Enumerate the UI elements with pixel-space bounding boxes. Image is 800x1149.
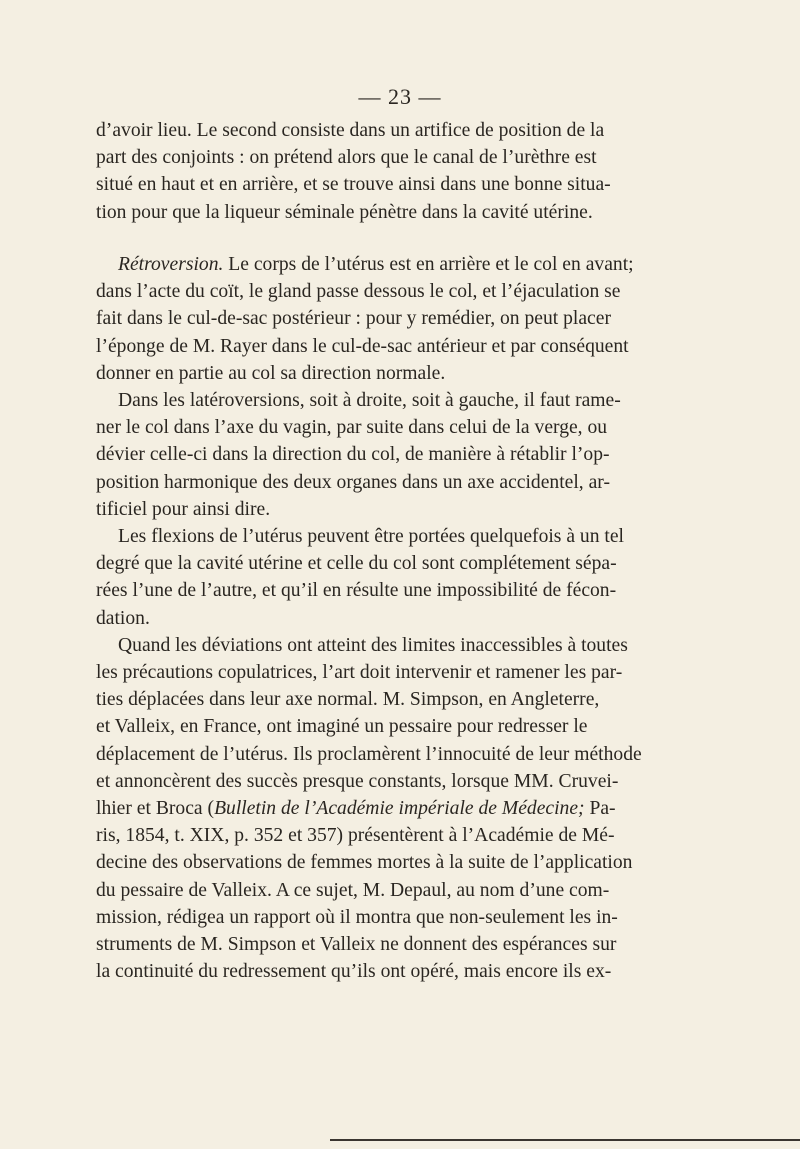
text-line: ris, 1854, t. XIX, p. 352 et 357) présentèrent à l’Académie de Mé- — [96, 825, 615, 847]
text-line: du pessaire de Valleix. A ce sujet, M. Depaul, au nom d’une com- — [96, 879, 610, 901]
text-line: et Valleix, en France, ont imaginé un pessaire pour redresser le — [96, 716, 588, 738]
text-fragment: lhier et Broca ( — [96, 798, 215, 820]
text-line: rées l’une de l’autre, et qu’il en résulte une impossibilité de fécon- — [96, 580, 617, 602]
text-line: tificiel pour ainsi dire. — [96, 498, 271, 520]
text-line: fait dans le cul-de-sac postérieur : pour y remédier, on peut placer — [96, 308, 611, 330]
text-line: déplacement de l’utérus. Ils proclamèrent l’innocuité de leur méthode — [96, 743, 642, 765]
text-line: tion pour que la liqueur séminale pénètre dans la cavité utérine. — [96, 201, 593, 223]
text-line: degré que la cavité utérine et celle du col sont complétement sépa- — [96, 553, 617, 575]
text-line: ties déplacées dans leur axe normal. M. Simpson, en Angleterre, — [96, 689, 600, 711]
text-line: d’avoir lieu. Le second consiste dans un artifice de position de la — [96, 120, 605, 141]
text-line: position harmonique des deux organes dans un axe accidentel, ar- — [96, 471, 610, 493]
text-line: dévier celle-ci dans la direction du col, de manière à rétablir l’op- — [96, 444, 610, 466]
section-heading-retroversion: Rétroversion. — [118, 254, 224, 275]
paragraph-deviations — [96, 632, 706, 986]
text-line: les précautions copulatrices, l’art doit intervenir et ramener les par- — [96, 662, 623, 684]
text-line: situé en haut et en arrière, et se trouve ainsi dans une bonne situa- — [96, 174, 611, 196]
text-line: ner le col dans l’axe du vagin, par suite dans celui de la verge, ou — [96, 417, 608, 439]
body-text — [96, 251, 706, 985]
text-fragment: Pa- — [584, 798, 616, 820]
paragraph-lateroversions — [96, 387, 706, 523]
text-line: part des conjoints : on prétend alors que le canal de l’urèthre est — [96, 147, 597, 169]
citation-title: Bulletin de l’Académie impériale de Médecine; — [214, 798, 585, 820]
text-line: Quand les déviations ont atteint des limites inaccessibles à toutes — [118, 634, 628, 656]
text-line: la continuité du redressement qu’ils ont opéré, mais encore ils ex- — [96, 961, 612, 983]
text-line — [96, 795, 706, 822]
page-edge-rule — [330, 1139, 800, 1141]
text-line: et annoncèrent des succès presque constants, lorsque MM. Cruvei- — [96, 770, 619, 792]
text-line: donner en partie au col sa direction normale. — [96, 362, 446, 384]
page-number: — 23 — — [358, 84, 442, 109]
paragraph-retroversion — [96, 251, 706, 387]
text-line: l’éponge de M. Rayer dans le cul-de-sac antérieur et par conséquent — [96, 335, 629, 357]
paragraph-1 — [96, 117, 706, 226]
text-fragment: Le corps de l’utérus est en arrière et le col en avant; — [223, 254, 634, 275]
text-line: mission, rédigea un rapport où il montra que non-seulement les in- — [96, 906, 618, 928]
text-line — [96, 251, 706, 278]
text-line: Les flexions de l’utérus peuvent être portées quelquefois à un tel — [118, 526, 625, 548]
text-line: Dans les latéroversions, soit à droite, soit à gauche, il faut rame- — [118, 390, 621, 412]
text-line: decine des observations de femmes mortes à la suite de l’application — [96, 852, 633, 874]
text-line: dation. — [96, 607, 150, 629]
text-line: dans l’acte du coït, le gland passe dessous le col, et l’éjaculation se — [96, 281, 621, 303]
text-line: struments de M. Simpson et Valleix ne donnent des espérances sur — [96, 934, 617, 956]
paragraph-flexions — [96, 523, 706, 632]
